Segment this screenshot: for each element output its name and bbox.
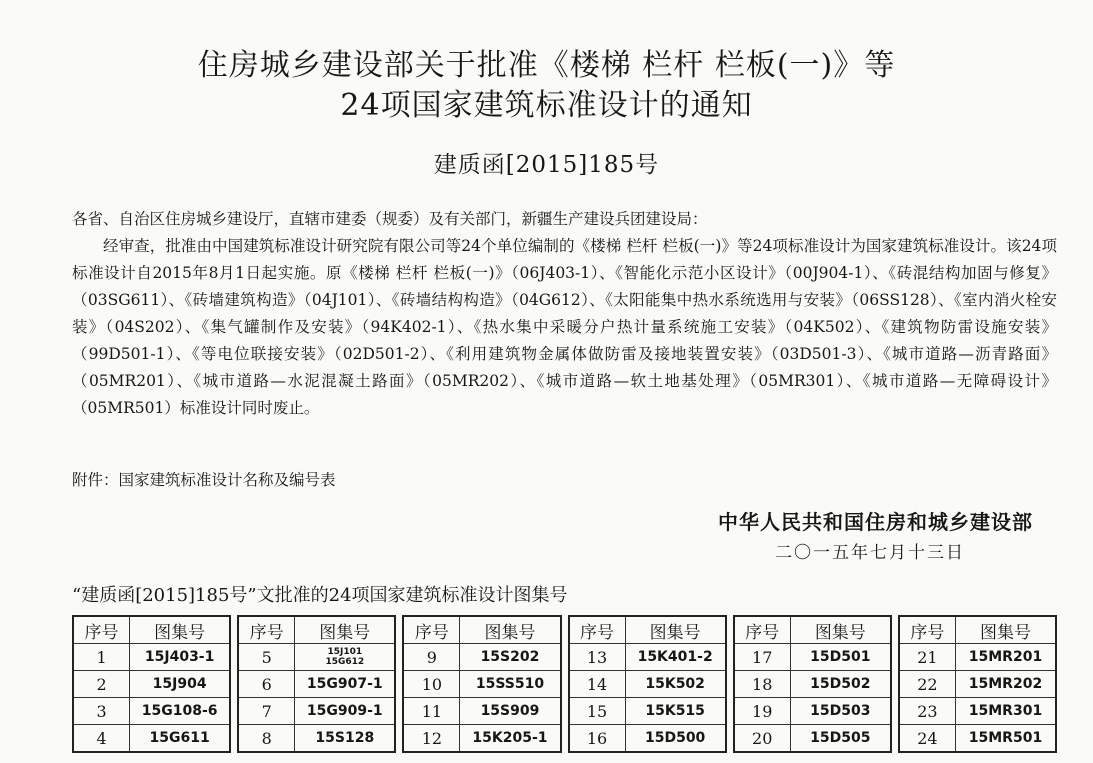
table-group [402, 615, 561, 753]
atlas-number-cell: 15MR202 [955, 671, 1056, 698]
serial-cell: 7 [238, 698, 295, 725]
table-row [734, 671, 891, 698]
serial-cell: 6 [238, 671, 295, 698]
serial-cell: 24 [899, 725, 956, 753]
table-header-row [899, 616, 1056, 644]
serial-cell: 16 [569, 725, 626, 753]
atlas-number-cell: 15J403-1 [130, 644, 231, 671]
atlas-number-line: 15G612 [325, 657, 365, 667]
atlas-number-cell: 15K515 [625, 698, 726, 725]
table-row [73, 698, 230, 725]
atlas-number-cell [295, 644, 396, 671]
serial-cell: 9 [403, 644, 460, 671]
table-row [403, 725, 560, 753]
serial-cell: 20 [734, 725, 791, 753]
attachment-line: 附件：国家建筑标准设计名称及编号表 [72, 471, 336, 489]
atlas-number-table [72, 615, 1057, 748]
table-row [73, 671, 230, 698]
table-row [899, 725, 1056, 753]
document-number: 建质函[2015]185号 [433, 152, 660, 178]
atlas-number-cell: 15D501 [790, 644, 891, 671]
table-row [734, 698, 891, 725]
serial-cell: 22 [899, 671, 956, 698]
serial-cell: 17 [734, 644, 791, 671]
serial-cell: 21 [899, 644, 956, 671]
atlas-number-cell: 15S909 [460, 698, 561, 725]
serial-cell: 1 [73, 644, 130, 671]
table-row [73, 644, 230, 671]
serial-cell: 10 [403, 671, 460, 698]
serial-cell: 11 [403, 698, 460, 725]
header-serial: 序号 [238, 616, 295, 644]
table-row [899, 644, 1056, 671]
atlas-number-cell: 15G611 [130, 725, 231, 753]
atlas-number-cell: 15SS510 [460, 671, 561, 698]
atlas-number-cell: 15K205-1 [460, 725, 561, 753]
serial-cell: 3 [73, 698, 130, 725]
atlas-number-line: 15J101 [327, 647, 363, 657]
table-group [568, 615, 727, 753]
atlas-number-cell: 15J904 [130, 671, 231, 698]
table-row [734, 644, 891, 671]
header-atlas-number: 图集号 [130, 616, 231, 644]
title-line-1: 住房城乡建设部关于批准《楼梯 栏杆 栏板(一)》等 [197, 48, 896, 83]
header-atlas-number: 图集号 [295, 616, 396, 644]
atlas-number-cell: 15D502 [790, 671, 891, 698]
header-serial: 序号 [569, 616, 626, 644]
serial-cell: 8 [238, 725, 295, 753]
body-paragraph: 经审查，批准由中国建筑标准设计研究院有限公司等24个单位编制的《楼梯 栏杆 栏板(一)》等24项标准设计为国家建筑标准设计。该24项标准设计自2015年8月1日起实施。原《楼梯 栏杆 栏板(一)》（06J403-1）、《智能化示范小区设计》（00J904-1）、《砖混结构加固与修复》（03SG611）、《砖墙建筑构造》（04J101）、《砖墙结构构造》（04G612）、《太阳能集中热水系统选用与安装》（06SS128）、《室内消火栓安装》（04S202）、《集气罐制作及安装》（94K402-1）、《热水集中采暖分户热计量系统施工安装》（04K502）、《建筑物防雷设施安装》（99D501-1）、《等电位联接安装》（02D501-2）、《利用建筑物金属体做防雷及接地装置安装》（03D501-3）、《城市道路—沥青路面》（05MR201）、《城市道路—水泥混凝土路面》（05MR202）、《城市道路—软土地基处理》（05MR301）、《城市道路—无障碍设计》（05MR501）标准设计同时废止。 [72, 237, 1057, 417]
serial-cell: 2 [73, 671, 130, 698]
atlas-number-cell: 15MR501 [955, 725, 1056, 753]
header-serial: 序号 [403, 616, 460, 644]
atlas-number-cell: 15G909-1 [295, 698, 396, 725]
table-header-row [569, 616, 726, 644]
table-group [72, 615, 231, 753]
table-group [898, 615, 1057, 753]
atlas-number-cell: 15K502 [625, 671, 726, 698]
table-row [403, 671, 560, 698]
serial-cell: 14 [569, 671, 626, 698]
table-row [238, 698, 395, 725]
table-row [73, 725, 230, 753]
atlas-number-cell: 15D503 [790, 698, 891, 725]
table-row [403, 698, 560, 725]
body-paragraph-block [72, 233, 1057, 422]
table-row [569, 671, 726, 698]
serial-cell: 13 [569, 644, 626, 671]
header-serial: 序号 [73, 616, 130, 644]
table-group [237, 615, 396, 753]
table-row [899, 698, 1056, 725]
table-group [733, 615, 892, 753]
atlas-number-cell: 15K401-2 [625, 644, 726, 671]
atlas-number-cell: 15G907-1 [295, 671, 396, 698]
header-serial: 序号 [734, 616, 791, 644]
serial-cell: 15 [569, 698, 626, 725]
table-row [238, 725, 395, 753]
header-atlas-number: 图集号 [955, 616, 1056, 644]
atlas-number-cell: 15D505 [790, 725, 891, 753]
table-header-row [238, 616, 395, 644]
table-caption: “建质函[2015]185号”文批准的24项国家建筑标准设计图集号 [72, 585, 568, 606]
table-row [569, 644, 726, 671]
atlas-number-cell: 15D500 [625, 725, 726, 753]
table-row [403, 644, 560, 671]
issue-date: 二〇一五年七月十三日 [775, 543, 965, 563]
table-header-row [73, 616, 230, 644]
serial-cell: 19 [734, 698, 791, 725]
atlas-number-cell: 15S128 [295, 725, 396, 753]
table-row [238, 671, 395, 698]
header-atlas-number: 图集号 [790, 616, 891, 644]
atlas-number-cell: 15S202 [460, 644, 561, 671]
header-atlas-number: 图集号 [460, 616, 561, 644]
header-serial: 序号 [899, 616, 956, 644]
serial-cell: 12 [403, 725, 460, 753]
table-header-row [734, 616, 891, 644]
atlas-number-cell: 15MR301 [955, 698, 1056, 725]
serial-cell: 4 [73, 725, 130, 753]
table-row [899, 671, 1056, 698]
issuer: 中华人民共和国住房和城乡建设部 [718, 510, 1033, 534]
serial-cell: 5 [238, 644, 295, 671]
table-row [569, 698, 726, 725]
table-header-row [403, 616, 560, 644]
serial-cell: 18 [734, 671, 791, 698]
atlas-number-cell: 15G108-6 [130, 698, 231, 725]
addressee: 各省、自治区住房城乡建设厅，直辖市建委（规委）及有关部门，新疆生产建设兵团建设局： [72, 210, 708, 228]
table-row [569, 725, 726, 753]
header-atlas-number: 图集号 [625, 616, 726, 644]
table-row [734, 725, 891, 753]
serial-cell: 23 [899, 698, 956, 725]
table-row [238, 644, 395, 671]
title-line-2: 24项国家建筑标准设计的通知 [340, 88, 753, 123]
atlas-number-cell: 15MR201 [955, 644, 1056, 671]
